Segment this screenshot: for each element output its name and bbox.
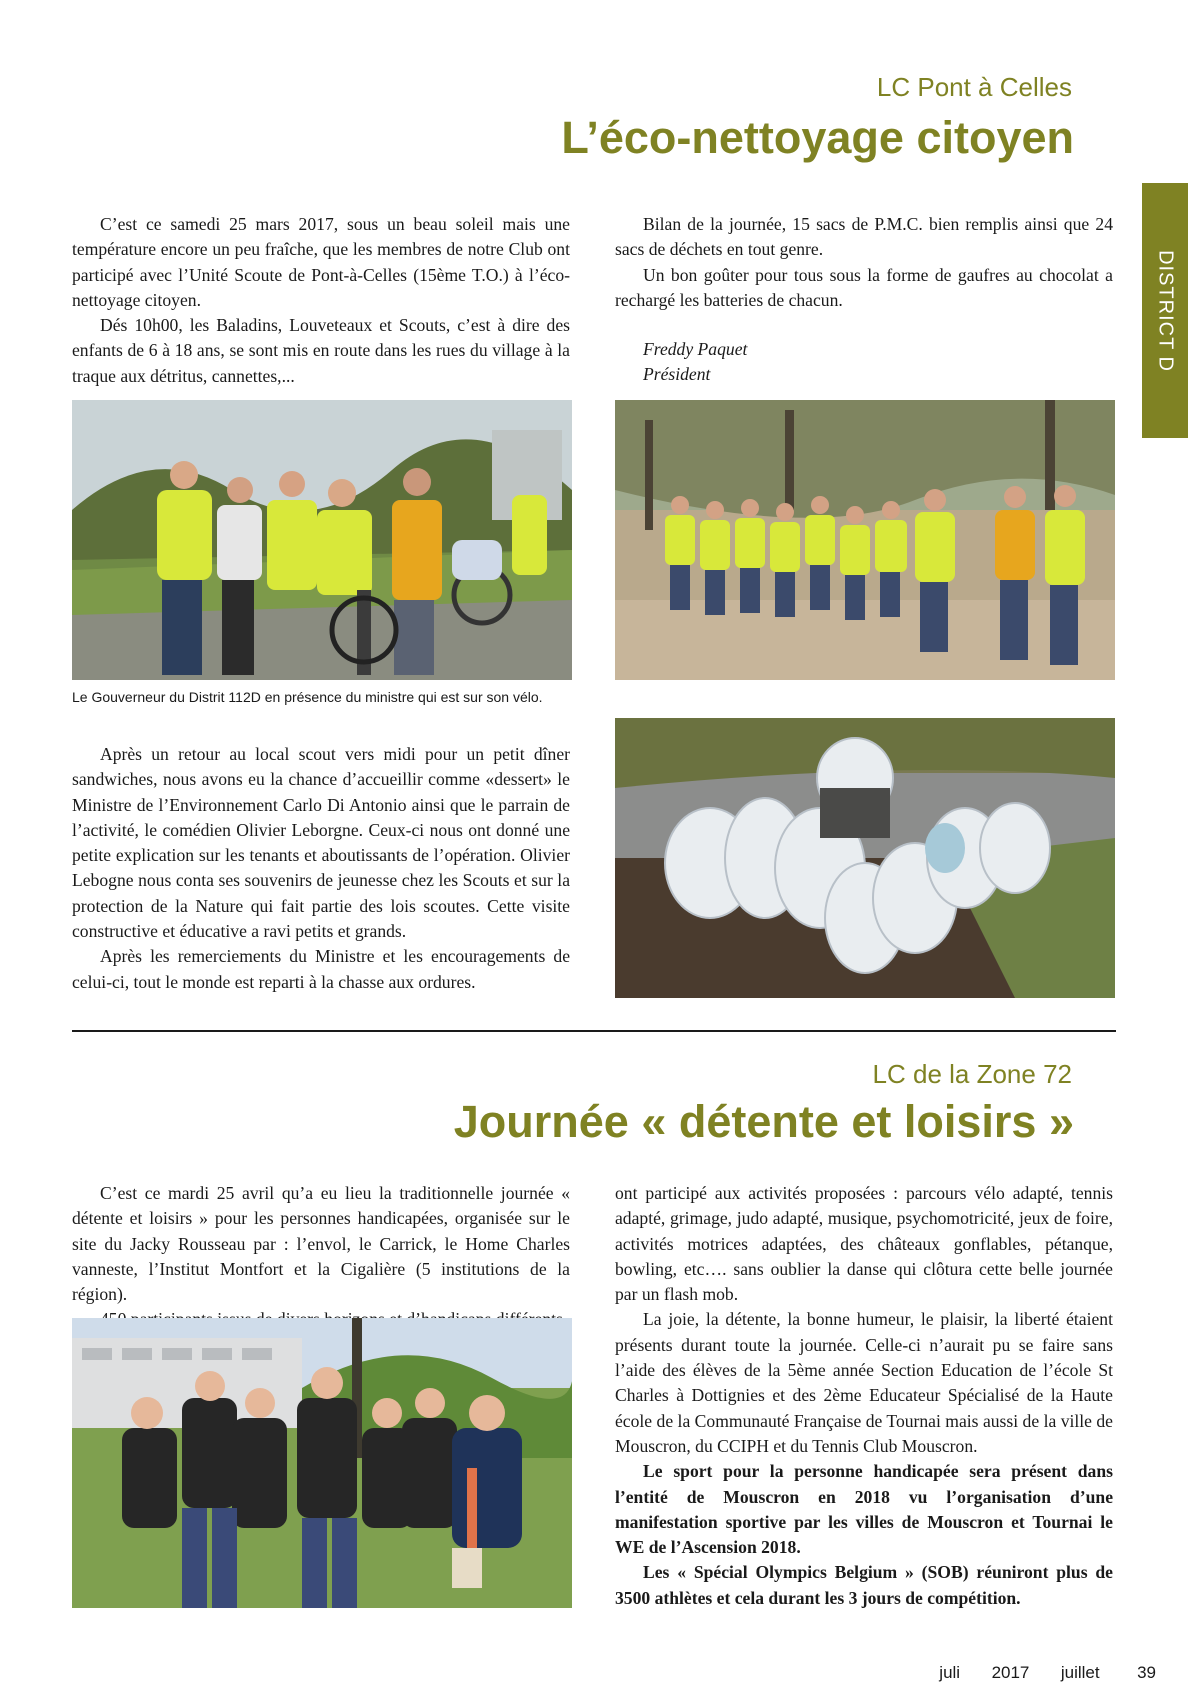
photo-governor-group <box>72 400 572 680</box>
photo-scouts-group <box>615 400 1115 680</box>
district-side-tab <box>1142 183 1188 438</box>
article1-photo-caption: Le Gouverneur du Distrit 112D en présence du ministre qui est sur son vélo. <box>72 689 543 705</box>
paragraph: C’est ce mardi 25 avril qu’a eu lieu la traditionnelle journée « détente et loisirs » pour les personnes handicapées, organisée sur le site du Jacky Rousseau par : l’envol, le Carrick, le Home Charles vanneste, l’Institut Montfort et la Cigalière (5 institutions de la région). <box>72 1183 570 1305</box>
paragraph-emphasis: Le sport pour la personne handicapée sera présent dans l’entité de Mouscron en 2018 vu l’organisation d’une manifestation sportive par les villes de Mouscron et Tournai le WE de l’Ascension 2018. <box>615 1461 1113 1558</box>
footer-year: 2017 <box>991 1663 1030 1682</box>
article1-col1-intro <box>72 212 570 389</box>
article2-title: Journée « détente et loisirs » <box>453 1096 1074 1147</box>
paragraph: C’est ce samedi 25 mars 2017, sous un beau soleil mais une température encore un peu fraîche, que les membres de notre Club ont participé avec l’Unité Scoute de Pont-à-Celles (15ème T.O.) à l’éco-nettoyage citoyen. <box>72 214 570 310</box>
paragraph: Bilan de la journée, 15 sacs de P.M.C. bien remplis ainsi que 24 sacs de déchets en tout genre. <box>615 214 1113 260</box>
district-label: DISTRICT D <box>1154 249 1177 372</box>
signature-role: Président <box>643 364 711 384</box>
footer-month-nl: juli <box>939 1663 961 1682</box>
paragraph: Un bon goûter pour tous sous la forme de gaufres au chocolat a rechargé les batteries de chacun. <box>615 264 1113 310</box>
paragraph: Après les remerciements du Ministre et les encouragements de celui-ci, tout le monde est reparti à la chasse aux ordures. <box>72 946 570 992</box>
photo-waste-bags <box>615 718 1115 998</box>
article1-col1-continued <box>72 742 570 995</box>
signature-name: Freddy Paquet <box>643 339 748 359</box>
paragraph: Dés 10h00, les Baladins, Louveteaux et Scouts, c’est à dire des enfants de 6 à 18 ans, se sont mis en route dans les rues du village à la traque aux détritus, cannettes,... <box>72 315 570 386</box>
article1-title: L’éco-nettoyage citoyen <box>561 112 1074 163</box>
article2-col2 <box>615 1181 1113 1611</box>
paragraph-emphasis: Les « Spécial Olympics Belgium » (SOB) réuniront plus de 3500 athlètes et cela durant les 3 jours de compétition. <box>615 1562 1113 1608</box>
article1-kicker: LC Pont à Celles <box>876 72 1072 102</box>
article2-kicker: LC de la Zone 72 <box>872 1059 1072 1089</box>
page-number: 39 <box>1137 1663 1156 1682</box>
footer-month-fr: juillet <box>1060 1663 1100 1682</box>
photo-organizers-group <box>72 1318 572 1608</box>
paragraph: La joie, la détente, la bonne humeur, le plaisir, la liberté étaient présents durant toute la journée. Celle-ci n’aurait pu se faire sans l’aide des élèves de la 5ème année Section Education de l’école St Charles à Dottignies et des 2ème Educateur Spécialisé de la Haute école de la Communauté Française de Tournai mais aussi de la ville de Mouscron, du CCIPH et du Tennis Club Mouscron. <box>615 1309 1113 1456</box>
page-footer <box>939 1663 1156 1683</box>
article1-col2-intro <box>615 212 1113 313</box>
paragraph: ont participé aux activités proposées : parcours vélo adapté, tennis adapté, grimage, judo adapté, musique, psychomotricité, jeux de foire, activités motrices adaptées, des châteaux gonflables, pétanque, bowling, etc…. sans oublier la danse qui clôtura cette belle journée par un flash mob. <box>615 1183 1113 1305</box>
paragraph: Après un retour au local scout vers midi pour un petit dîner sandwiches, nous avons eu la chance d’accueillir comme «dessert» le Ministre de l’Environnement Carlo Di Antonio ainsi que le parrain de l’activité, le comédien Olivier Leborgne. Ceux-ci nous ont donné une petite explication sur les tenants et aboutissants de l’opération. Olivier Lebogne nous conta ses souvenirs de jeunesse chez les Scouts et sur la protection de la Nature qui fait partie des lois scoutes. Cette visite constructive et éducative a ravi petits et grands. <box>72 744 570 942</box>
article2-col1 <box>72 1181 570 1333</box>
article-separator <box>72 1030 1116 1032</box>
article1-signature <box>615 337 747 387</box>
